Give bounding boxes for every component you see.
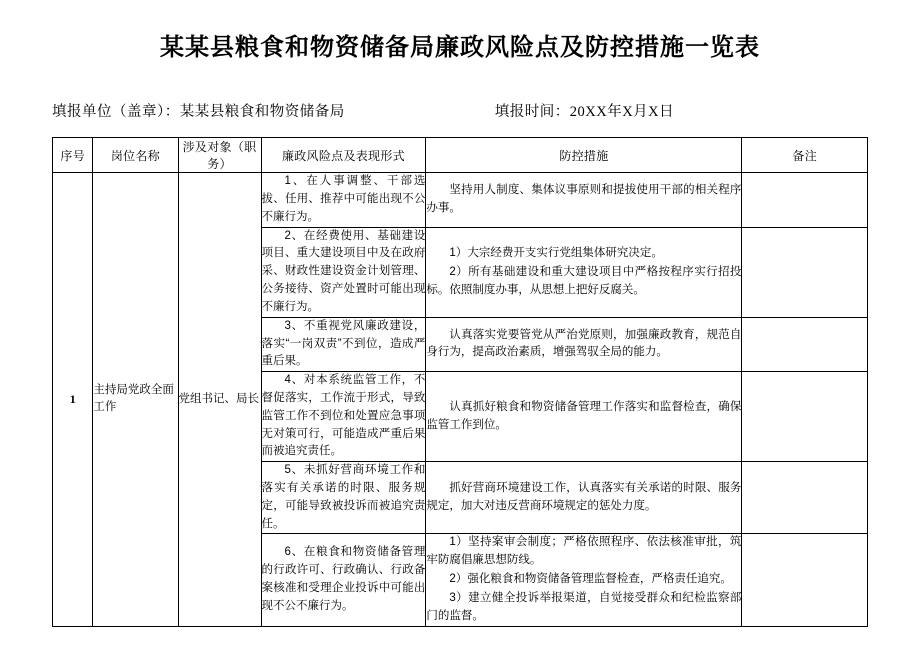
cell-risk-point [261,227,426,317]
cell-control-measure [426,534,742,626]
cell-control-measure [426,462,742,534]
cell-control-measure [426,372,742,462]
column-header-post: 岗位名称 [93,138,178,173]
risk-paragraph: 3、不重视党风廉政建设，落实“一岗双责”不到位，造成严重后果。 [261,319,426,368]
column-header-target: 涉及对象（职务） [178,138,261,173]
cell-risk-point [261,372,426,462]
table-row [53,173,868,227]
risk-paragraph: 4、对本系统监管工作，不督促落实，工作流于形式，导致监管工作不到位和处置应急事项无对策可行，可能造成严重后果而被追究责任。 [261,374,426,458]
risk-paragraph: 6、在粮食和物资储备管理的行政许可、行政确认、行政备案核准和受理企业投诉中可能出现不公不廉行为。 [261,546,426,612]
risk-control-table [52,137,868,626]
measure-paragraph: 3）建立健全投诉举报渠道，自觉接受群众和纪检监察部门的监督。 [426,591,742,622]
measure-paragraph: 认真落实党要管党从严治党原则，加强廉政教育，规范自身行为，提高政治素质，增强驾驭全局的能力。 [426,328,742,359]
cell-risk-point [261,317,426,371]
cell-post-name: 主持局党政全面工作 [93,173,178,626]
measure-paragraph: 2）所有基础建设和重大建设项目中严格按程序实行招投标。依照制度办事，从思想上把好反腐关。 [426,265,742,296]
cell-control-measure [426,317,742,371]
column-header-risk: 廉政风险点及表现形式 [261,138,426,173]
measure-paragraph: 坚持用人制度、集体议事原则和提拔使用干部的相关程序办事。 [426,184,742,214]
column-header-measure: 防控措施 [426,138,742,173]
measure-paragraph: 2）强化粮食和物资储备管理监督检查，严格责任追究。 [449,573,732,586]
measure-paragraph: 1）大宗经费开支实行党组集体研究决定。 [449,246,663,259]
cell-remark [742,227,868,317]
header-row [53,138,868,173]
cell-control-measure [426,173,742,227]
measure-paragraph: 抓好营商环境建设工作，认真落实有关承诺的时限、服务规定，加大对违反营商环境规定的惩处力度。 [426,482,742,512]
measure-paragraph: 认真抓好粮食和物资储备管理工作落实和监督检查，确保监管工作到位。 [426,400,742,431]
cell-risk-point [261,173,426,227]
cell-remark [742,317,868,371]
cell-risk-point [261,534,426,626]
cell-remark [742,462,868,534]
cell-control-measure [426,227,742,317]
risk-paragraph: 1、在人事调整、干部选拔、任用、推荐中可能出现不公不廉行为。 [261,175,426,223]
cell-remark [742,534,868,626]
risk-paragraph: 2、在经费使用、基础建设项目、重大建设项目中及在政府采、财政性建设资金计划管理、公务接待、资产处置时可能出现不廉行为。 [261,229,426,313]
cell-no: 1 [53,173,93,626]
page-title: 某某县粮食和物资储备局廉政风险点及防控措施一览表 [160,35,760,61]
column-header-no: 序号 [53,138,93,173]
filing-time: 填报时间：20XX年X月X日 [494,104,675,121]
risk-paragraph: 5、未抓好营商环境工作和落实有关承诺的时限、服务规定，可能导致被投诉而被追究责任。 [261,464,426,530]
table-container [0,137,920,626]
table-header [53,138,868,173]
table-body [53,173,868,626]
measure-paragraph: 1）坚持案审会制度；严格依照程序、依法核准审批，筑牢防腐倡廉思想防线。 [426,536,742,567]
document-meta [0,100,920,121]
cell-remark [742,173,868,227]
cell-target-position: 党组书记、局长 [178,173,261,626]
cell-remark [742,372,868,462]
filing-unit: 填报单位（盖章）：某某县粮食和物资储备局 [52,104,345,121]
cell-risk-point [261,462,426,534]
column-header-remark: 备注 [742,138,868,173]
